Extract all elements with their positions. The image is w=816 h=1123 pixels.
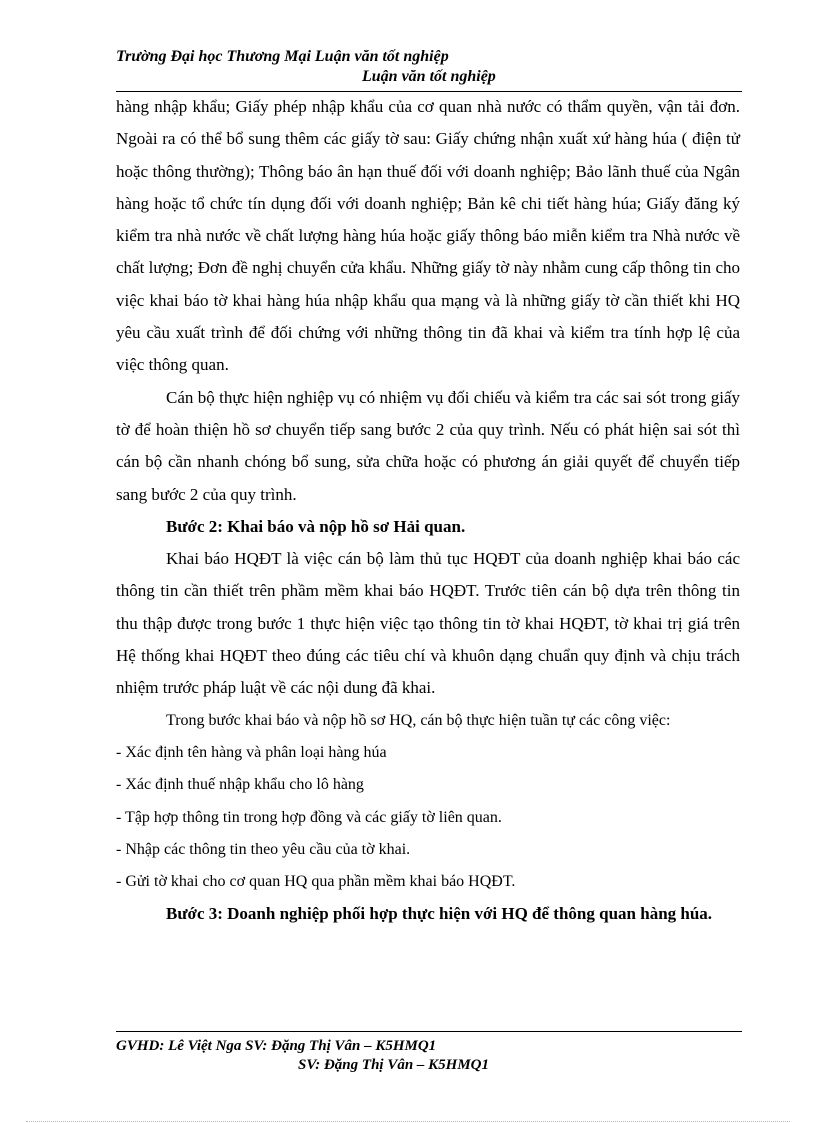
page-header xyxy=(116,47,742,92)
paragraph-4: Trong bước khai báo và nộp hồ sơ HQ, cán bộ thực hiện tuần tự các công việc: xyxy=(166,711,671,729)
list-item-2: - Xác định thuế nhập khẩu cho lô hàng xyxy=(116,776,364,794)
footer-line-2: SV: Đặng Thị Vân – K5HMQ1 xyxy=(298,1057,490,1073)
footer-line-1: GVHD: Lê Việt Nga SV: Đặng Thị Vân – K5HMQ1 xyxy=(116,1038,437,1054)
page-bottom-border xyxy=(26,1121,790,1122)
document-body xyxy=(116,91,740,931)
step-2-heading: Bước 2: Khai báo và nộp hồ sơ Hải quan. xyxy=(166,516,466,536)
paragraph-2: Cán bộ thực hiện nghiệp vụ có nhiệm vụ đối chiếu và kiểm tra các sai sót trong giấy tờ để hoàn thiện hồ sơ chuyển tiếp sang bước 2 của quy trình. Nếu có phát hiện sai sót thì cán bộ cần nhanh chóng bổ sung, sửa chữa hoặc có phương án giải quyết để chuyển tiếp sang bước 2 của quy trình. xyxy=(116,387,740,504)
list-item-1: - Xác định tên hàng và phân loại hàng húa xyxy=(116,743,387,761)
header-line-1: Trường Đại học Thương Mại Luận văn tốt nghiệp xyxy=(116,48,449,65)
step-3-heading: Bước 3: Doanh nghiệp phối hợp thực hiện với HQ để thông quan hàng húa. xyxy=(166,904,713,924)
header-line-2: Luận văn tốt nghiệp xyxy=(362,68,496,85)
list-item-4: - Nhập các thông tin theo yêu cầu của tờ khai. xyxy=(116,840,411,858)
paragraph-3: Khai báo HQĐT là việc cán bộ làm thủ tục HQĐT của doanh nghiệp khai báo các thông tin cần thiết trên phầm mềm khai báo HQĐT. Trước tiên cán bộ dựa trên thông tin thu thập được trong bước 1 thực hiện việc tạo thông tin tờ khai HQĐT, tờ khai trị giá trên Hệ thống khai HQĐT theo đúng các tiêu chí và khuôn dạng chuẩn quy định và chịu trách nhiệm trước pháp luật về các nội dung đã khai. xyxy=(116,549,740,698)
paragraph-1: hàng nhập khẩu; Giấy phép nhập khẩu của cơ quan nhà nước có thẩm quyền, vận tải đơn. Ngoài ra có thể bổ sung thêm các giấy tờ sau: Giấy chứng nhận xuất xứ hàng húa ( điện tử hoặc thông thường); Thông báo ân hạn thuế đối với doanh nghiệp; Bảo lãnh thuế của Ngân hàng hoặc tổ chức tín dụng đối với doanh nghiệp; Bản kê chi tiết hàng húa; Giấy đăng ký kiểm tra nhà nước về chất lượng hàng húa hoặc giấy thông báo miễn kiểm tra Nhà nước về chất lượng; Đơn đề nghị chuyển cửa khẩu. Những giấy tờ này nhằm cung cấp thông tin cho việc khai báo tờ khai hàng húa nhập khẩu qua mạng và là những giấy tờ cần thiết khi HQ yêu cầu xuất trình để đối chứng với những thông tin đã khai và kiểm tra tính hợp lệ của việc thông quan. xyxy=(116,97,740,375)
footer-divider xyxy=(116,1031,742,1032)
list-item-5: - Gửi tờ khai cho cơ quan HQ qua phần mềm khai báo HQĐT. xyxy=(116,873,516,891)
list-item-3: - Tập hợp thông tin trong hợp đồng và các giấy tờ liên quan. xyxy=(116,808,502,826)
